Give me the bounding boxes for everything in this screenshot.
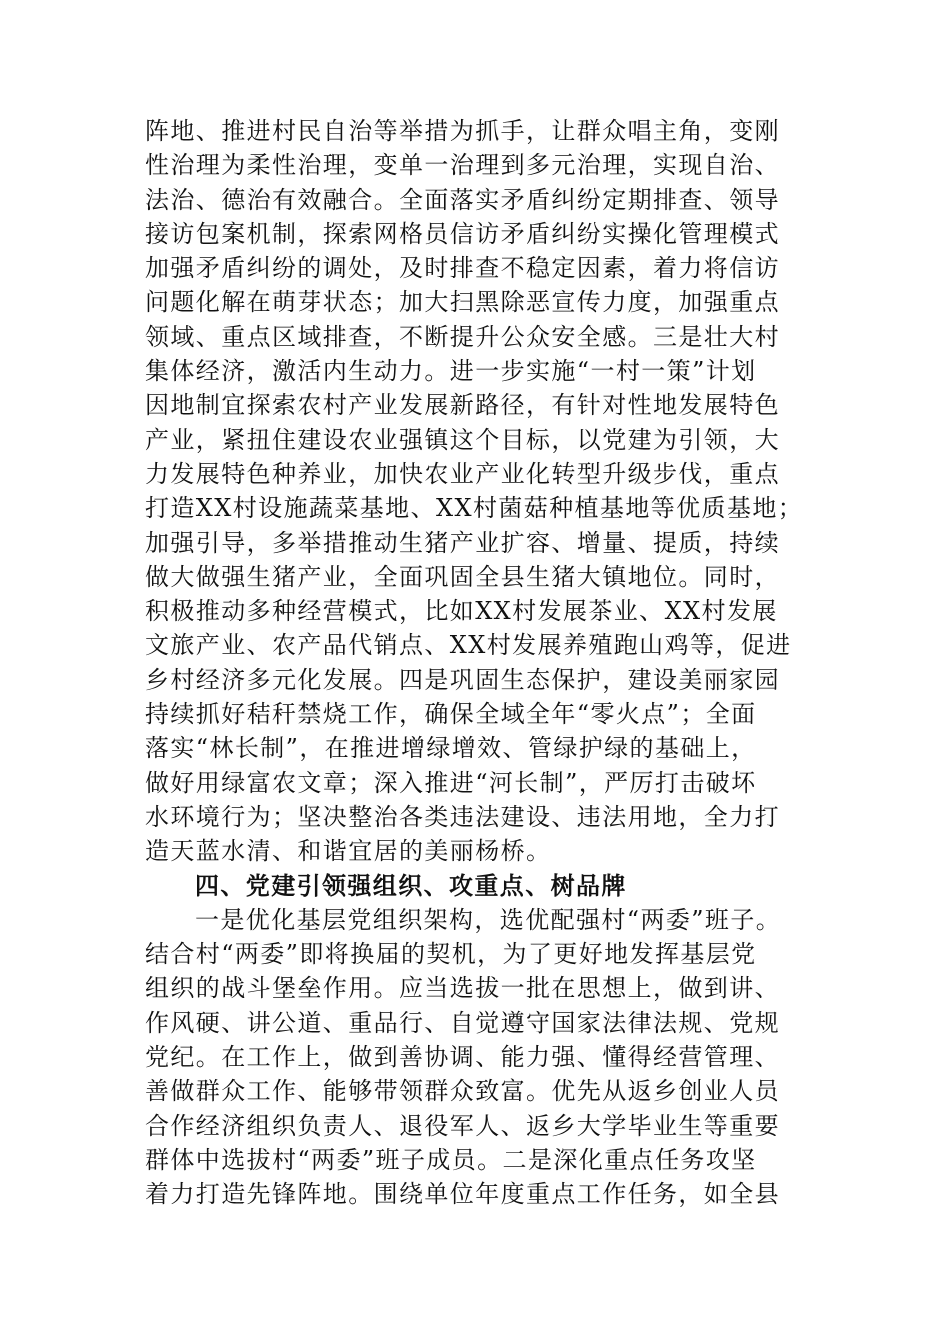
text-line: 水环境行为；坚决整治各类违法建设、违法用地，全力打: [145, 802, 780, 831]
text-line: 善做群众工作、能够带领群众致富。优先从返乡创业人员: [145, 1077, 780, 1106]
text-line: 造天蓝水清、和谐宜居的美丽杨桥。: [145, 837, 552, 866]
text-line: 积极推动多种经营模式，比如XX村发展茶业、XX村发展: [145, 597, 778, 626]
text-line: 持续抓好秸秆禁烧工作，确保全域全年“零火点”；全面: [145, 700, 757, 729]
text-line: 做好用绿富农文章；深入推进“河长制”，严厉打击破坏: [145, 768, 757, 797]
section-heading: 四、党建引领强组织、攻重点、树品牌: [195, 871, 627, 900]
text-line: 落实“林长制”，在推进增绿增效、管绿护绿的基础上，: [145, 734, 757, 763]
document-body: [145, 114, 835, 1212]
text-line: 党纪。在工作上，做到善协调、能力强、懂得经营管理、: [145, 1043, 780, 1072]
text-line: 领域、重点区域排查，不断提升公众安全感。三是壮大村: [145, 322, 780, 351]
text-line: 集体经济，激活内生动力。进一步实施“一村一策”计划: [145, 357, 757, 386]
text-line: 着力打造先锋阵地。围绕单位年度重点工作任务，如全县: [145, 1180, 780, 1209]
text-line: 乡村经济多元化发展。四是巩固生态保护，建设美丽家园: [145, 665, 780, 694]
text-line: 问题化解在萌芽状态；加大扫黑除恶宣传力度，加强重点: [145, 288, 780, 317]
text-line: 法治、德治有效融合。全面落实矛盾纠纷定期排查、领导: [145, 185, 780, 214]
text-line: 组织的战斗堡垒作用。应当选拔一批在思想上，做到讲、: [145, 974, 780, 1003]
text-line: 加强矛盾纠纷的调处，及时排查不稳定因素，着力将信访: [145, 254, 780, 283]
text-line: 文旅产业、农产品代销点、XX村发展养殖跑山鸡等，促进: [145, 631, 792, 660]
text-line: 加强引导，多举措推动生猪产业扩容、增量、提质，持续: [145, 528, 780, 557]
text-line: 结合村“两委”即将换届的契机，为了更好地发挥基层党: [145, 940, 757, 969]
text-line: 性治理为柔性治理，变单一治理到多元治理，实现自治、: [145, 151, 780, 180]
text-line: 产业，紧扭住建设农业强镇这个目标，以党建为引领，大: [145, 425, 780, 454]
text-line: 打造XX村设施蔬菜基地、XX村菌菇种植基地等优质基地；: [145, 494, 804, 523]
text-line: 合作经济组织负责人、退役军人、返乡大学毕业生等重要: [145, 1111, 780, 1140]
text-line: 作风硬、讲公道、重品行、自觉遵守国家法律法规、党规: [145, 1008, 780, 1037]
text-line: 阵地、推进村民自治等举措为抓手，让群众唱主角，变刚: [145, 117, 780, 145]
text-line: 接访包案机制，探索网格员信访矛盾纠纷实操化管理模式: [145, 219, 780, 248]
text-line: 力发展特色种养业，加快农业产业化转型升级步伐，重点: [145, 459, 780, 488]
text-line: 群体中选拔村“两委”班子成员。二是深化重点任务攻坚: [145, 1145, 757, 1174]
text-line: 一是优化基层党组织架构，选优配强村“两委”班子。: [195, 905, 782, 934]
text-line: 做大做强生猪产业，全面巩固全县生猪大镇地位。同时，: [145, 562, 780, 591]
text-line: 因地制宜探索农村产业发展新路径，有针对性地发展特色: [145, 391, 780, 420]
